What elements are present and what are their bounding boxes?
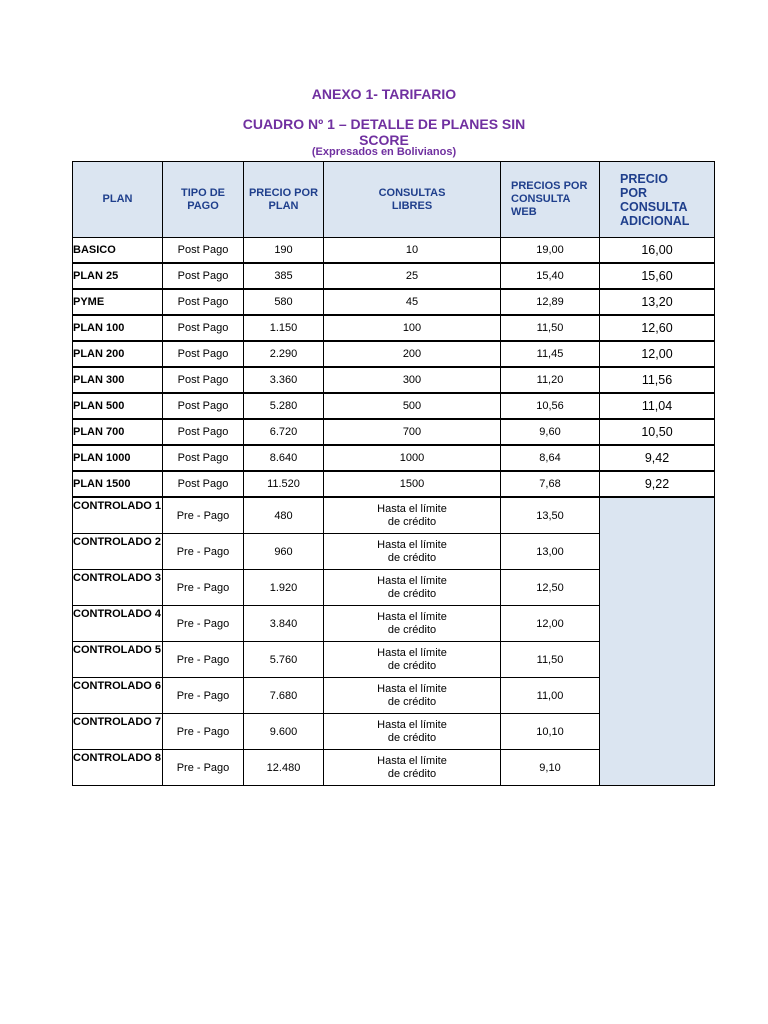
plan-name: CONTROLADO 2 <box>73 534 163 570</box>
consultas-libres <box>324 570 501 606</box>
precio-consulta-web: 12,50 <box>501 570 600 606</box>
tipo-pago: Pre - Pago <box>163 606 244 642</box>
precio-plan: 3.360 <box>244 367 324 393</box>
consultas-libres: 25 <box>324 263 501 289</box>
consultas-libres-line2: de crédito <box>387 587 437 600</box>
tariff-table <box>72 161 715 786</box>
consultas-libres: 1000 <box>324 445 501 471</box>
precio-consulta-web: 8,64 <box>501 445 600 471</box>
tipo-pago: Post Pago <box>163 471 244 497</box>
currency-note: (Expresados en Bolivianos) <box>311 146 457 158</box>
precio-consulta-web: 19,00 <box>501 238 600 264</box>
header-precio-plan-text: PRECIO POR PLAN <box>248 186 319 212</box>
consultas-libres-line2: de crédito <box>387 551 437 564</box>
consultas-libres <box>324 497 501 534</box>
consultas-libres: 700 <box>324 419 501 445</box>
header-precio-adicional-text: PRECIO POR CONSULTA ADICIONAL <box>620 171 690 228</box>
precio-consulta-web: 12,00 <box>501 606 600 642</box>
header-precio-adicional <box>600 162 715 238</box>
precio-plan: 11.520 <box>244 471 324 497</box>
precio-consulta-adicional: 13,20 <box>600 289 715 315</box>
header-precio-web <box>501 162 600 238</box>
table-row <box>73 393 715 419</box>
tipo-pago: Post Pago <box>163 289 244 315</box>
header-tipo-pago-text: TIPO DE PAGO <box>180 186 225 212</box>
precio-consulta-web: 11,20 <box>501 367 600 393</box>
precio-plan: 385 <box>244 263 324 289</box>
header-precio-plan <box>244 162 324 238</box>
consultas-libres-line1: Hasta el límite <box>377 754 447 767</box>
tipo-pago: Pre - Pago <box>163 750 244 786</box>
consultas-libres-line2: de crédito <box>387 767 437 780</box>
document-title: ANEXO 1- TARIFARIO <box>311 86 457 102</box>
consultas-libres-line2: de crédito <box>387 659 437 672</box>
tipo-pago: Post Pago <box>163 419 244 445</box>
plan-name: CONTROLADO 3 <box>73 570 163 606</box>
consultas-libres: 500 <box>324 393 501 419</box>
precio-consulta-adicional: 10,50 <box>600 419 715 445</box>
plan-name: PLAN 1500 <box>73 471 163 497</box>
table-caption-line1: CUADRO Nº 1 – DETALLE DE PLANES SIN <box>242 116 526 132</box>
tipo-pago: Post Pago <box>163 238 244 264</box>
plan-name: PLAN 700 <box>73 419 163 445</box>
consultas-libres-line2: de crédito <box>387 731 437 744</box>
consultas-libres: 1500 <box>324 471 501 497</box>
table-row <box>73 497 715 534</box>
consultas-libres-line1: Hasta el límite <box>377 538 447 551</box>
consultas-libres: 10 <box>324 238 501 264</box>
precio-consulta-adicional: 12,00 <box>600 341 715 367</box>
plan-name: PLAN 200 <box>73 341 163 367</box>
consultas-libres <box>324 642 501 678</box>
precio-consulta-web: 11,50 <box>501 315 600 341</box>
precio-consulta-adicional: 9,22 <box>600 471 715 497</box>
header-precio-web-text: PRECIOS POR CONSULTA WEB <box>511 180 588 218</box>
precio-consulta-web: 10,10 <box>501 714 600 750</box>
plan-name: CONTROLADO 1 <box>73 497 163 534</box>
table-header-row <box>73 162 715 238</box>
precio-consulta-adicional: 11,04 <box>600 393 715 419</box>
consultas-libres <box>324 678 501 714</box>
precio-plan: 6.720 <box>244 419 324 445</box>
plan-name: CONTROLADO 4 <box>73 606 163 642</box>
plan-name: BASICO <box>73 238 163 264</box>
precio-adicional-empty-cell <box>600 497 715 786</box>
precio-plan: 3.840 <box>244 606 324 642</box>
precio-consulta-web: 13,00 <box>501 534 600 570</box>
consultas-libres: 200 <box>324 341 501 367</box>
precio-plan: 1.920 <box>244 570 324 606</box>
table-row <box>73 289 715 315</box>
precio-plan: 1.150 <box>244 315 324 341</box>
precio-plan: 5.760 <box>244 642 324 678</box>
consultas-libres-line1: Hasta el límite <box>377 574 447 587</box>
consultas-libres-line1: Hasta el límite <box>377 682 447 695</box>
precio-plan: 2.290 <box>244 341 324 367</box>
precio-consulta-adicional: 11,56 <box>600 367 715 393</box>
tipo-pago: Pre - Pago <box>163 714 244 750</box>
precio-consulta-web: 10,56 <box>501 393 600 419</box>
tipo-pago: Post Pago <box>163 263 244 289</box>
tipo-pago: Pre - Pago <box>163 570 244 606</box>
precio-plan: 190 <box>244 238 324 264</box>
table-row <box>73 315 715 341</box>
header-tipo-pago <box>163 162 244 238</box>
precio-consulta-web: 12,89 <box>501 289 600 315</box>
precio-plan: 5.280 <box>244 393 324 419</box>
precio-plan: 7.680 <box>244 678 324 714</box>
tipo-pago: Pre - Pago <box>163 678 244 714</box>
precio-plan: 12.480 <box>244 750 324 786</box>
tipo-pago: Post Pago <box>163 315 244 341</box>
table-row <box>73 419 715 445</box>
plan-name: PLAN 25 <box>73 263 163 289</box>
precio-plan: 580 <box>244 289 324 315</box>
tipo-pago: Post Pago <box>163 393 244 419</box>
tipo-pago: Post Pago <box>163 341 244 367</box>
tipo-pago: Post Pago <box>163 367 244 393</box>
consultas-libres <box>324 750 501 786</box>
precio-plan: 480 <box>244 497 324 534</box>
tipo-pago: Pre - Pago <box>163 642 244 678</box>
consultas-libres: 100 <box>324 315 501 341</box>
consultas-libres-line1: Hasta el límite <box>377 646 447 659</box>
precio-consulta-web: 11,00 <box>501 678 600 714</box>
precio-consulta-adicional: 16,00 <box>600 238 715 264</box>
consultas-libres-line2: de crédito <box>387 695 437 708</box>
table-row <box>73 341 715 367</box>
plan-name: CONTROLADO 8 <box>73 750 163 786</box>
consultas-libres <box>324 714 501 750</box>
precio-plan: 9.600 <box>244 714 324 750</box>
precio-consulta-web: 13,50 <box>501 497 600 534</box>
precio-consulta-adicional: 9,42 <box>600 445 715 471</box>
precio-consulta-web: 15,40 <box>501 263 600 289</box>
precio-consulta-web: 11,50 <box>501 642 600 678</box>
table-row <box>73 263 715 289</box>
table-caption-line2: SCORE <box>359 132 409 148</box>
plan-name: PLAN 500 <box>73 393 163 419</box>
table-row <box>73 445 715 471</box>
precio-consulta-web: 7,68 <box>501 471 600 497</box>
plan-name: PLAN 1000 <box>73 445 163 471</box>
plan-name: CONTROLADO 7 <box>73 714 163 750</box>
table-row <box>73 238 715 264</box>
header-plan: PLAN <box>73 162 163 238</box>
table-row <box>73 471 715 497</box>
header-consultas-libres <box>324 162 501 238</box>
consultas-libres-line2: de crédito <box>387 623 437 636</box>
table-row <box>73 367 715 393</box>
tipo-pago: Post Pago <box>163 445 244 471</box>
precio-consulta-adicional: 12,60 <box>600 315 715 341</box>
consultas-libres: 45 <box>324 289 501 315</box>
header-consultas-libres-text: CONSULTAS LIBRES <box>378 186 446 212</box>
consultas-libres-line1: Hasta el límite <box>377 502 447 515</box>
precio-consulta-web: 11,45 <box>501 341 600 367</box>
consultas-libres <box>324 606 501 642</box>
plan-name: CONTROLADO 6 <box>73 678 163 714</box>
consultas-libres <box>324 534 501 570</box>
tipo-pago: Pre - Pago <box>163 534 244 570</box>
precio-consulta-adicional: 15,60 <box>600 263 715 289</box>
precio-plan: 8.640 <box>244 445 324 471</box>
consultas-libres-line2: de crédito <box>387 515 437 528</box>
consultas-libres: 300 <box>324 367 501 393</box>
consultas-libres-line1: Hasta el límite <box>377 610 447 623</box>
plan-name: CONTROLADO 5 <box>73 642 163 678</box>
plan-name: PLAN 100 <box>73 315 163 341</box>
tipo-pago: Pre - Pago <box>163 497 244 534</box>
consultas-libres-line1: Hasta el límite <box>377 718 447 731</box>
precio-plan: 960 <box>244 534 324 570</box>
precio-consulta-web: 9,60 <box>501 419 600 445</box>
plan-name: PLAN 300 <box>73 367 163 393</box>
plan-name: PYME <box>73 289 163 315</box>
precio-consulta-web: 9,10 <box>501 750 600 786</box>
table-caption <box>0 116 768 148</box>
